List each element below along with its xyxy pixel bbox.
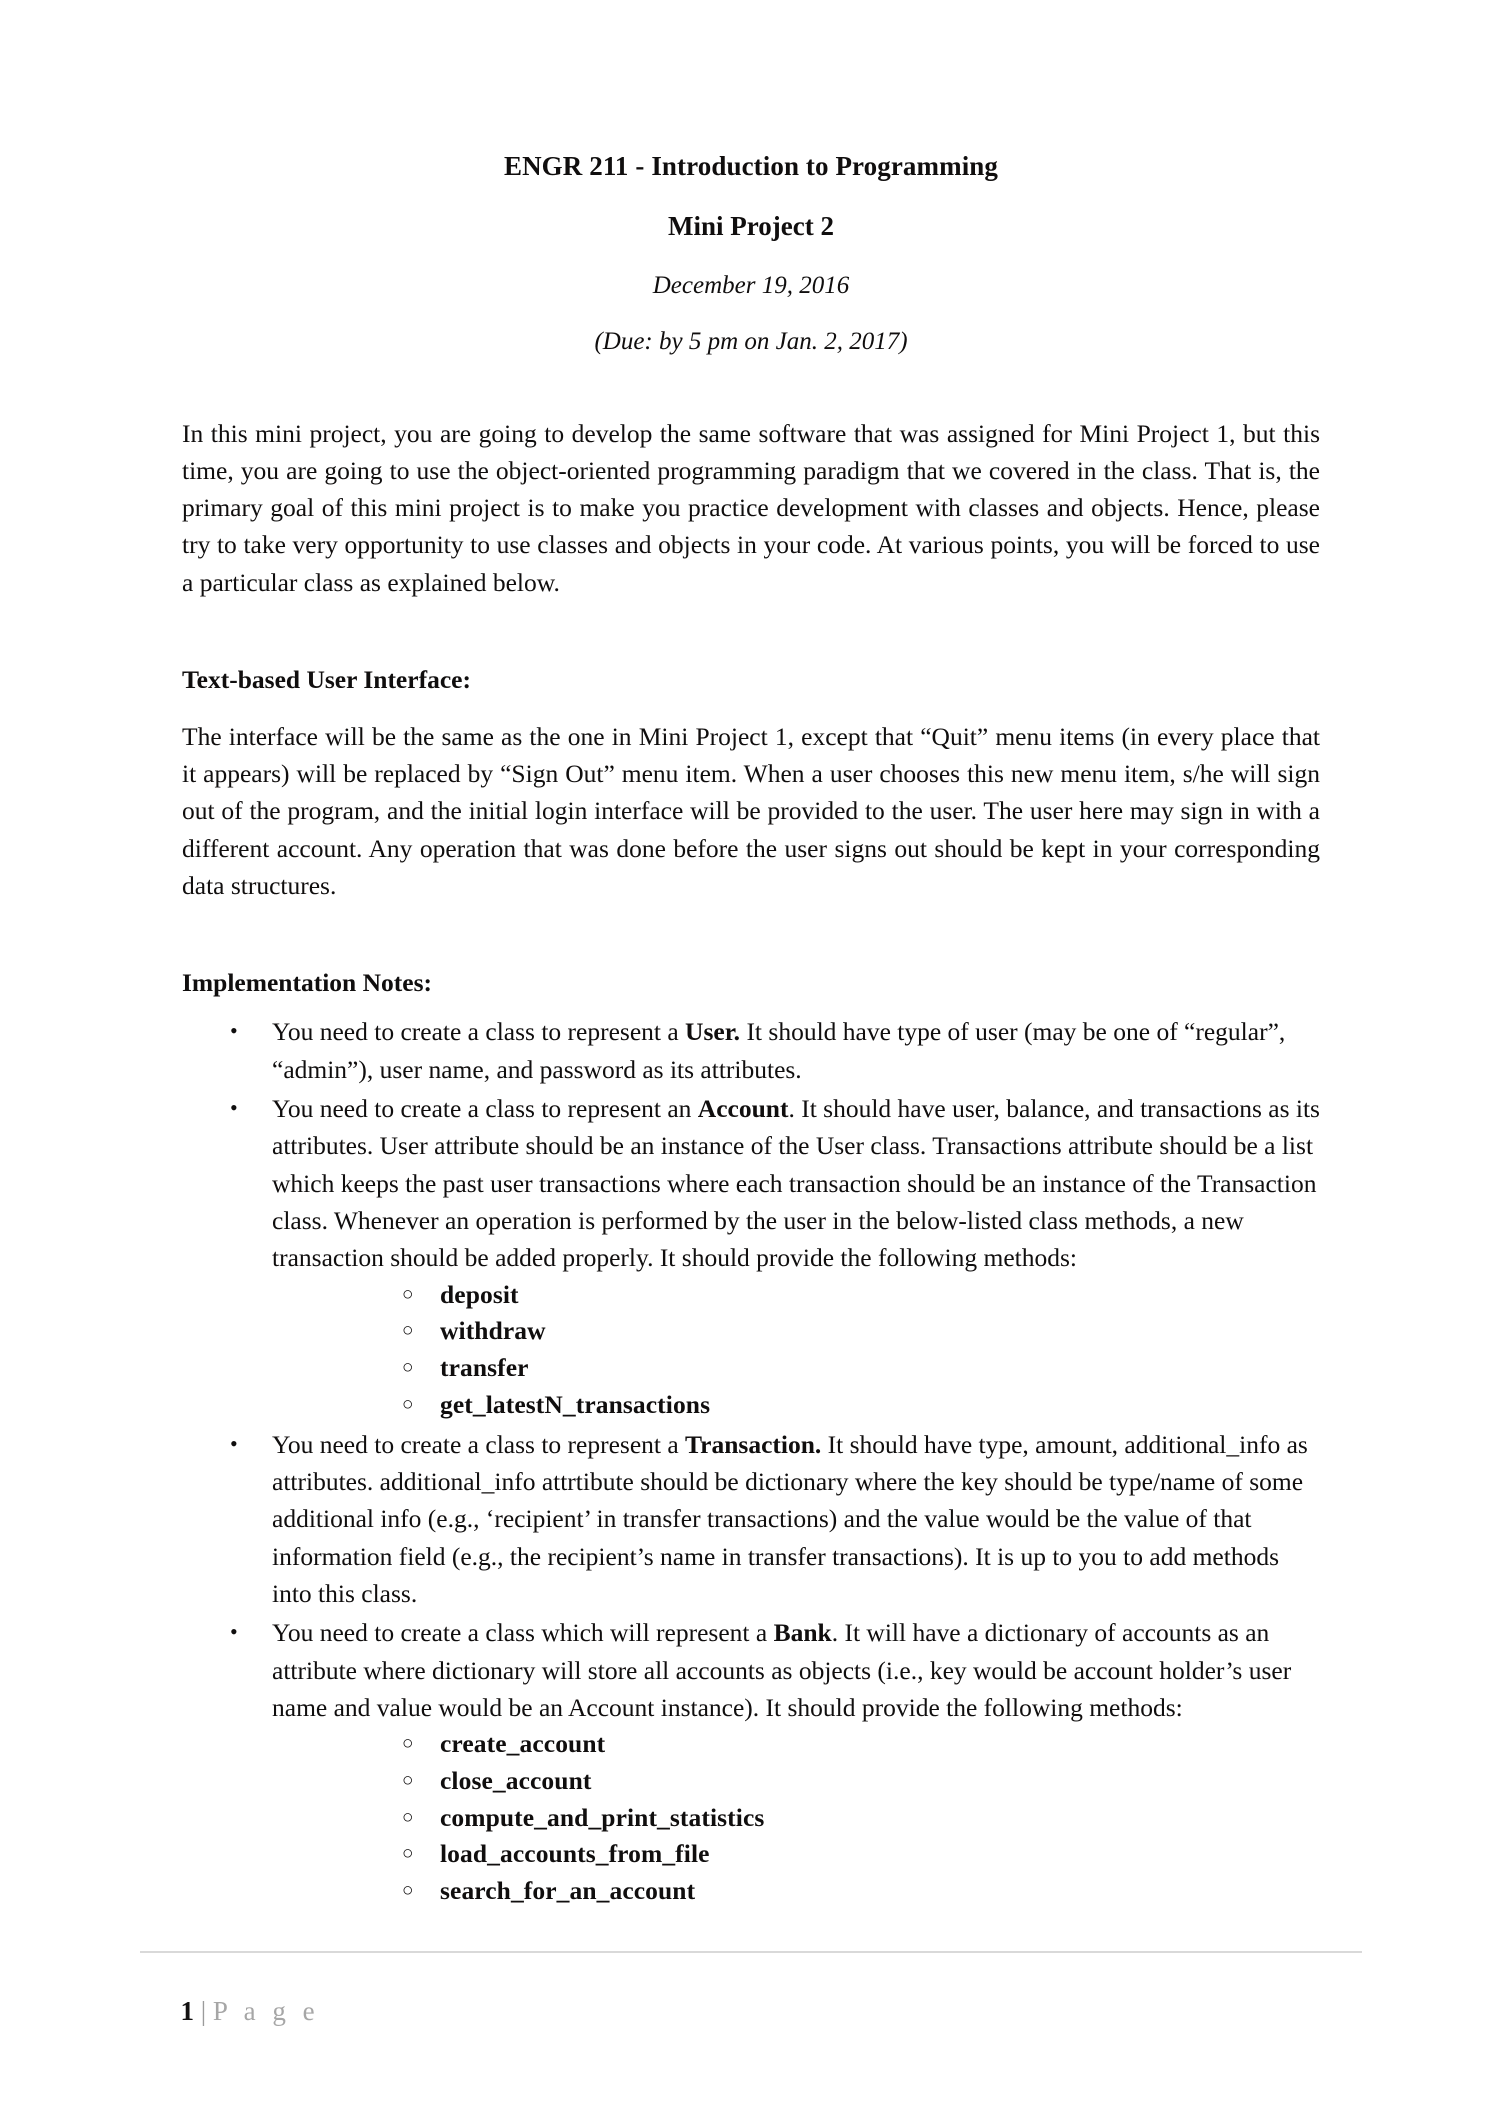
text-based-user-interface-paragraph: The interface will be the same as the one in Mini Project 1, except that “Quit” menu items (in every place that it appears) will be replaced by “Sign Out” menu item. When a user chooses this new menu item, s/he will sign out of the program, and the initial login interface will be provided to the user. The user here may sign in with a different account. Any operation that was done before the user signs out should be kept in your corresponding data structures.: [182, 722, 1320, 900]
method-list-item: [272, 1873, 1320, 1910]
sub-bullet-marker-icon: ○: [402, 1880, 414, 1902]
document-subtitle: Mini Project 2: [668, 211, 834, 242]
sub-bullet-marker-icon: ○: [402, 1320, 414, 1342]
method-name: withdraw: [440, 1316, 546, 1346]
note-text-before: You need to create a class to represent a: [272, 1429, 686, 1459]
sub-bullet-marker-icon: ○: [402, 1806, 414, 1828]
bullet-marker-icon: •: [230, 1619, 238, 1645]
bullet-marker-icon: •: [230, 1430, 238, 1456]
sub-bullet-marker-icon: ○: [402, 1770, 414, 1791]
section-heading-implementation-notes: Implementation Notes:: [182, 968, 433, 998]
page-content: [182, 0, 1320, 1912]
method-list-item: [272, 1387, 1320, 1424]
bullet-marker-icon: •: [230, 1094, 238, 1120]
implementation-note-item: [182, 1614, 1320, 1910]
method-list: [272, 1277, 1320, 1424]
document-due-date: (Due: by 5 pm on Jan. 2, 2017): [594, 327, 908, 355]
note-class-name: User.: [685, 1017, 741, 1047]
note-class-name: Transaction.: [685, 1429, 822, 1459]
method-list-item: [272, 1350, 1320, 1387]
document-title: ENGR 211 - Introduction to Programming: [503, 151, 999, 181]
sub-bullet-marker-icon: ○: [402, 1393, 414, 1415]
intro-paragraph: In this mini project, you are going to develop the same software that was assigned for Mini Project 1, but this time, you are going to use the object-oriented programming paradigm that we covered in the class. That is, the primary goal of this mini project is to make you practice development with classes and objects. Hence, please try to take very opportunity to use classes and objects in your code. At various points, you will be forced to use a particular class as explained below.: [182, 418, 1320, 597]
method-name: load_accounts_from_file: [440, 1839, 710, 1869]
footer-divider: [140, 1951, 1362, 1953]
method-name: deposit: [440, 1279, 519, 1309]
method-name: transfer: [440, 1353, 529, 1383]
sub-bullet-marker-icon: ○: [402, 1357, 414, 1379]
note-text-before: You need to create a class to represent a: [272, 1017, 686, 1047]
note-text-before: You need to create a class to represent an: [272, 1093, 698, 1123]
method-list-item: [272, 1277, 1320, 1314]
note-class-name: Bank: [773, 1618, 832, 1648]
method-name: compute_and_print_statistics: [440, 1802, 765, 1832]
sub-bullet-marker-icon: ○: [402, 1283, 414, 1305]
note-text-before: You need to create a class which will represent a: [272, 1618, 774, 1648]
method-name: search_for_an_account: [440, 1876, 696, 1906]
section-heading-text-based-user-interface: Text-based User Interface:: [182, 664, 471, 694]
implementation-note-item: [182, 1013, 1320, 1088]
note-text-after: It should have type, amount, additional_info as attributes. additional_info attrtibute should be dictionary where the key should be type/name of some additional info (e.g., ‘recipient’ in transfer transactions) and the value would be the value of that information field (e.g., the recipient’s name in transfer transactions). It is up to you to add methods into this class.: [272, 1429, 1308, 1608]
implementation-note-item: [182, 1090, 1320, 1424]
sub-bullet-marker-icon: ○: [402, 1733, 414, 1755]
bullet-marker-icon: •: [230, 1018, 238, 1044]
note-text-after: . It should have user, balance, and transactions as its attributes. User attribute should be an instance of the User class. Transactions attribute should be a list which keeps the past user transactions where each transaction should be an instance of the Transaction class. Whenever an operation is performed by the user in the below-listed class methods, a new transaction should be added properly. It should provide the following methods:: [272, 1093, 1320, 1273]
method-list-item: [272, 1763, 1320, 1800]
document-date: December 19, 2016: [652, 271, 850, 299]
note-text-after: It should have type of user (may be one of “regular”, “admin”), user name, and password as its attributes.: [272, 1017, 1286, 1084]
method-list: [272, 1726, 1320, 1910]
note-class-name: Account: [697, 1093, 789, 1123]
method-list-item: [272, 1800, 1320, 1837]
footer-page-number: 1: [180, 1995, 194, 2026]
footer-page-label: [140, 1967, 1362, 2056]
method-name: close_account: [440, 1766, 592, 1795]
method-name: get_latestN_transactions: [440, 1389, 711, 1419]
sub-bullet-marker-icon: ○: [402, 1843, 414, 1865]
page-footer: [140, 1951, 1362, 2056]
note-text-after: . It will have a dictionary of accounts as an attribute where dictionary will store all accounts as objects (i.e., key would be account holder’s user name and value would be an Account instance). It should provide the following methods:: [272, 1618, 1292, 1722]
method-list-item: [272, 1836, 1320, 1873]
method-list-item: [272, 1726, 1320, 1763]
implementation-note-item: [182, 1426, 1320, 1613]
method-list-item: [272, 1313, 1320, 1350]
implementation-notes-list: [182, 1013, 1320, 1910]
footer-separator: |: [194, 1995, 213, 2026]
method-name: create_account: [440, 1729, 606, 1759]
footer-page-word: P a g e: [212, 1995, 320, 2026]
title-block: [182, 0, 1320, 357]
